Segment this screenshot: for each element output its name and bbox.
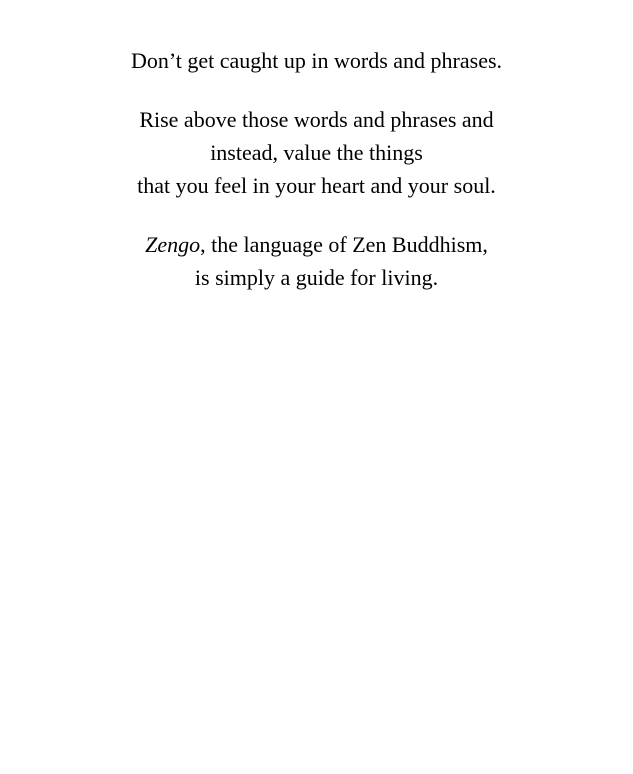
stanza-1 [60,44,573,77]
text-line: that you feel in your heart and your soul. [137,173,496,198]
text-line: Don’t get caught up in words and phrases. [130,48,503,73]
text-line: is simply a guide for living. [194,265,439,290]
stanza-2 [60,103,573,202]
text-line: Rise above those words and phrases and [139,107,494,132]
emphasized-term: Zengo [145,232,201,257]
stanza-3 [60,228,573,294]
text-line-with-emphasis [60,228,573,261]
text-line: instead, value the things [210,140,423,165]
text-line-remainder: , the language of Zen Buddhism, [200,232,488,257]
